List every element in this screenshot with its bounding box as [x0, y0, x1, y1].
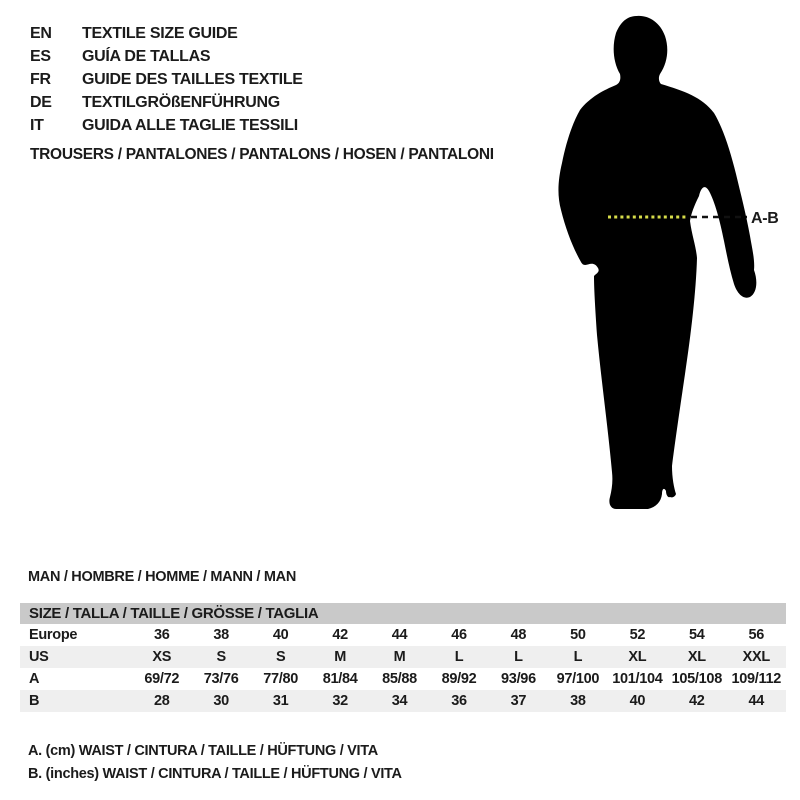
language-row: [30, 91, 303, 114]
table-row: [20, 690, 786, 712]
table-cell: XXL: [742, 649, 770, 665]
table-cell: S: [216, 649, 226, 665]
language-title: TEXTILGRÖßENFÜHRUNG: [82, 94, 280, 111]
language-code: EN: [30, 25, 52, 42]
table-cell: XL: [628, 649, 647, 665]
table-cell: 38: [213, 627, 229, 643]
table-row-label: US: [29, 649, 49, 665]
table-cell: 37: [510, 693, 527, 709]
man-silhouette-shape: [558, 16, 756, 509]
language-row: [30, 68, 303, 91]
language-title: GUÍA DE TALLAS: [82, 48, 211, 65]
language-title: GUIDA ALLE TAGLIE TESSILI: [82, 117, 298, 134]
table-cell: 93/96: [501, 671, 536, 687]
table-cell: XS: [152, 649, 172, 665]
language-code: IT: [30, 117, 44, 134]
table-cell: M: [393, 649, 406, 665]
table-cell: 34: [391, 693, 408, 709]
table-cell: 36: [153, 627, 170, 643]
language-code: DE: [30, 94, 52, 111]
language-title: TEXTILE SIZE GUIDE: [82, 25, 238, 42]
table-cell: 56: [748, 627, 765, 643]
table-row: [20, 668, 786, 690]
table-cell: 89/92: [441, 671, 477, 687]
size-table-body: [20, 624, 786, 712]
table-cell: M: [334, 649, 346, 665]
table-cell: 97/100: [556, 671, 600, 687]
language-title: GUIDE DES TAILLES TEXTILE: [82, 71, 303, 88]
table-cell: 85/88: [382, 671, 417, 687]
garment-heading: TROUSERS / PANTALONES / PANTALONS / HOSEN / PANTALONI: [30, 146, 494, 163]
table-row-label: Europe: [29, 627, 78, 643]
measure-note: A. (cm) WAIST / CINTURA / TAILLE / HÜFTUNG / VITA: [28, 743, 378, 759]
table-cell: 105/108: [671, 671, 722, 687]
table-cell: 48: [510, 627, 527, 643]
table-cell: XL: [687, 649, 706, 665]
man-silhouette-figure: [530, 14, 790, 514]
table-cell: 44: [391, 627, 408, 643]
table-cell: S: [275, 649, 286, 665]
table-cell: 32: [332, 693, 348, 709]
table-row: [20, 646, 786, 668]
table-cell: L: [454, 649, 464, 665]
measure-notes: [28, 740, 402, 786]
table-cell: 40: [272, 627, 289, 643]
table-cell: 77/80: [263, 671, 299, 687]
table-cell: 54: [689, 627, 705, 643]
language-code: FR: [30, 71, 51, 88]
table-cell: L: [514, 649, 523, 665]
table-row-label: B: [29, 693, 40, 709]
table-cell: 73/76: [203, 671, 239, 687]
section-heading: MAN / HOMBRE / HOMME / MANN / MAN: [28, 569, 297, 585]
measure-note: B. (inches) WAIST / CINTURA / TAILLE / HÜFTUNG / VITA: [28, 766, 402, 782]
size-table: [20, 603, 786, 712]
table-cell: 40: [629, 693, 646, 709]
table-row-label: A: [29, 671, 40, 687]
table-cell: 109/112: [731, 671, 782, 687]
language-row: [30, 22, 303, 45]
language-list: [30, 22, 303, 137]
table-cell: 44: [748, 693, 765, 709]
table-cell: 50: [570, 627, 586, 643]
language-code: ES: [30, 48, 51, 65]
table-cell: 42: [689, 693, 705, 709]
table-cell: L: [573, 649, 583, 665]
size-table-header: SIZE / TALLA / TAILLE / GRÖSSE / TAGLIA: [20, 603, 786, 624]
language-row: [30, 45, 303, 68]
table-cell: 101/104: [612, 671, 663, 687]
table-cell: 69/72: [144, 671, 180, 687]
table-cell: 31: [272, 693, 289, 709]
waist-measure-label: A-B: [751, 210, 779, 227]
table-row: [20, 624, 786, 646]
table-cell: 42: [332, 627, 348, 643]
table-cell: 38: [570, 693, 586, 709]
table-cell: 30: [213, 693, 229, 709]
table-cell: 46: [451, 627, 467, 643]
language-row: [30, 114, 303, 137]
table-cell: 52: [629, 627, 646, 643]
table-cell: 81/84: [322, 671, 358, 687]
man-silhouette-diagram: [530, 14, 790, 514]
table-cell: 36: [451, 693, 467, 709]
table-cell: 28: [153, 693, 170, 709]
